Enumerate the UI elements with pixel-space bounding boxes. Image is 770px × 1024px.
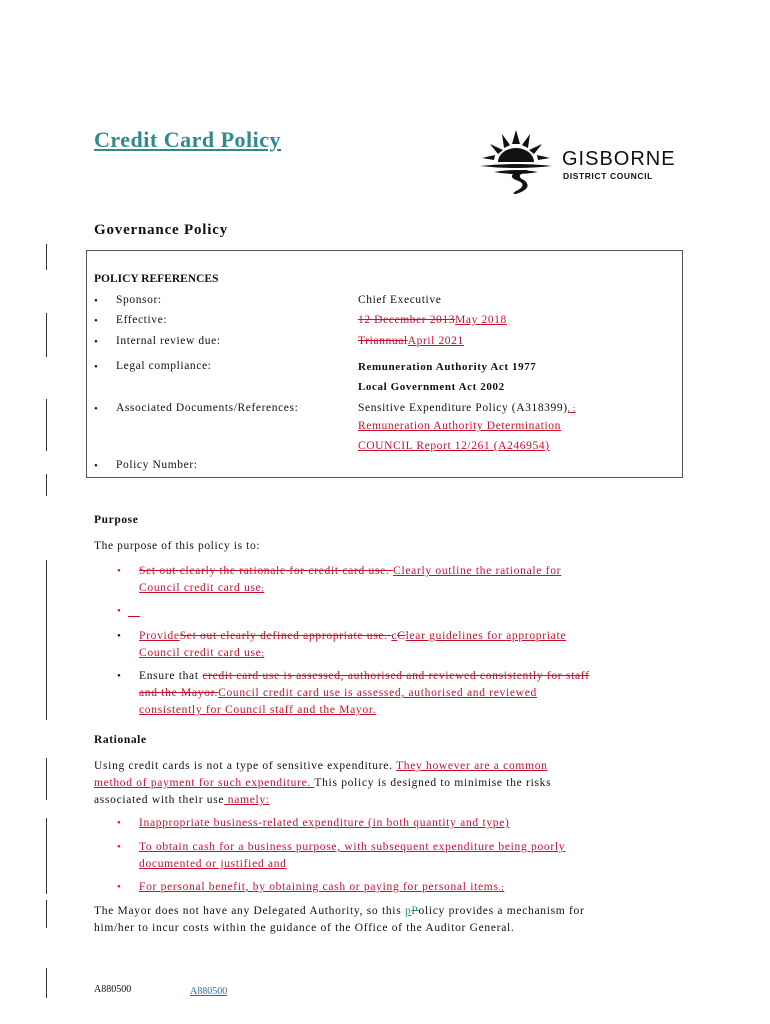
risk-item-1: Inappropriate business-related expenditure (in both quantity and type) <box>139 817 510 829</box>
purpose-b4-deleted: credit card use is assessed, authorised and reviewed consistently for staff <box>202 670 590 682</box>
rationale-heading: Rationale <box>94 734 147 746</box>
document-title: Credit Card Policy <box>94 127 282 152</box>
risk-item-2-a: To obtain cash for a business purpose, with subsequent expenditure being poorly <box>139 841 566 853</box>
sponsor-value: Chief Executive <box>358 294 442 306</box>
bullet: • <box>94 295 98 307</box>
purpose-bullet-3 <box>139 628 679 662</box>
rationale-p1-c: associated with their use <box>94 794 225 806</box>
change-bar <box>46 900 47 928</box>
bullet: • <box>117 817 121 829</box>
change-bar <box>46 560 47 720</box>
risk-item-2-b: documented or justified and <box>139 858 287 870</box>
rationale-p1-a: Using credit cards is not a type of sensitive expenditure. <box>94 760 397 772</box>
effective-value <box>358 314 507 326</box>
purpose-b1-inserted: Clearly outline the rationale for <box>393 565 562 577</box>
policy-references-heading: POLICY REFERENCES <box>94 273 219 285</box>
rationale-p2-deleted: P <box>411 905 419 917</box>
assoc-ref-1 <box>358 402 576 414</box>
rationale-p1-b: This policy is designed to minimise the risks <box>314 777 552 789</box>
purpose-b3-deleted: Set out clearly defined appropriate use. <box>179 630 392 642</box>
logo-name: GISBORNE <box>562 148 676 170</box>
footer-doc-link[interactable]: A880500 <box>190 986 228 997</box>
change-bar <box>46 474 47 496</box>
bullet: • <box>94 403 98 415</box>
rationale-p1-inserted-2: method of payment for such expenditure. <box>94 777 315 789</box>
purpose-b1-deleted: Set out clearly the rationale for credit card use. <box>139 565 394 577</box>
assoc-ref-1-mark: , ; <box>567 404 576 413</box>
rationale-paragraph-1 <box>94 758 684 809</box>
bullet: • <box>117 605 121 617</box>
rationale-p2-b: olicy provides a mechanism for <box>418 905 585 917</box>
assoc-label: Associated Documents/References: <box>116 402 299 414</box>
policy-number-label: Policy Number: <box>116 459 198 471</box>
review-deleted: Triannual <box>358 335 408 347</box>
purpose-b4-plain: Ensure that <box>139 670 203 682</box>
risk-item-3 <box>139 879 679 896</box>
purpose-intro: The purpose of this policy is to: <box>94 540 261 552</box>
rationale-paragraph-2 <box>94 903 684 937</box>
risk-item-3-text: For personal benefit, by obtaining cash or paying for personal items <box>139 881 499 893</box>
review-value <box>358 335 464 347</box>
purpose-b4-deleted-2: and the Mayor. <box>139 687 219 699</box>
effective-label: Effective: <box>116 314 168 326</box>
assoc-ref-1-text: Sensitive Expenditure Policy (A318399) <box>358 402 568 414</box>
bullet: • <box>94 361 98 373</box>
bullet: • <box>117 881 121 893</box>
change-bar <box>46 399 47 451</box>
review-inserted: April 2021 <box>407 335 464 347</box>
purpose-bullet-4 <box>139 668 679 719</box>
effective-deleted: 12 December 2013 <box>358 314 456 326</box>
purpose-b4-inserted: Council credit card use is assessed, authorised and reviewed <box>218 687 537 699</box>
change-bar <box>46 313 47 357</box>
bullet: • <box>117 841 121 853</box>
bullet: • <box>94 315 98 327</box>
risk-item-2 <box>139 839 679 873</box>
purpose-b3-rest: lear guidelines for appropriate <box>405 630 567 642</box>
risk-item-3-mark: .; <box>498 883 505 892</box>
rationale-p1-inserted: They however are a common <box>396 760 548 772</box>
council-logo <box>476 126 691 196</box>
bullet: • <box>117 630 121 642</box>
change-bar <box>46 968 47 998</box>
change-bar <box>46 818 47 894</box>
assoc-ref-3: COUNCIL Report 12/261 (A246954) <box>358 440 550 452</box>
change-bar <box>46 244 47 270</box>
effective-inserted: May 2018 <box>455 314 507 326</box>
governance-heading: Governance Policy <box>94 222 228 238</box>
purpose-bullet-1 <box>139 563 679 597</box>
legal-act-2: Local Government Act 2002 <box>358 381 505 393</box>
legal-label: Legal compliance: <box>116 360 212 372</box>
purpose-b1-inserted-2: Council credit card use <box>139 582 262 594</box>
purpose-b3-inserted: Provide <box>139 630 180 642</box>
bullet: • <box>117 670 121 682</box>
purpose-b4-inserted-2: consistently for Council staff and the Mayor. <box>139 704 377 716</box>
bullet: • <box>94 460 98 472</box>
purpose-b3-inserted-2: c <box>391 630 398 642</box>
purpose-b1-mark: ; <box>261 584 265 593</box>
inserted-underline <box>128 616 140 617</box>
rationale-p2-c: him/her to incur costs within the guidance of the Office of the Auditor General. <box>94 922 515 934</box>
legal-act-1: Remuneration Authority Act 1977 <box>358 361 537 373</box>
assoc-ref-2: Remuneration Authority Determination <box>358 420 562 432</box>
sponsor-label: Sponsor: <box>116 294 162 306</box>
review-label: Internal review due: <box>116 335 221 347</box>
bullet: • <box>94 336 98 348</box>
purpose-heading: Purpose <box>94 514 139 526</box>
bullet: • <box>117 565 121 577</box>
purpose-b3-deleted-2: C <box>397 630 406 642</box>
purpose-b3-line-2: Council credit card use <box>139 647 262 659</box>
logo-subtitle: DISTRICT COUNCIL <box>563 171 653 181</box>
footer-doc-id: A880500 <box>94 984 132 995</box>
rationale-p2-inserted: p <box>404 905 412 917</box>
change-bar <box>46 758 47 800</box>
rationale-p2-a: The Mayor does not have any Delegated Authority, so this <box>94 905 405 917</box>
purpose-b3-mark: ; <box>261 649 265 658</box>
rationale-p1-inserted-3: namely: <box>224 794 270 806</box>
sunrise-logo-icon <box>476 126 556 196</box>
